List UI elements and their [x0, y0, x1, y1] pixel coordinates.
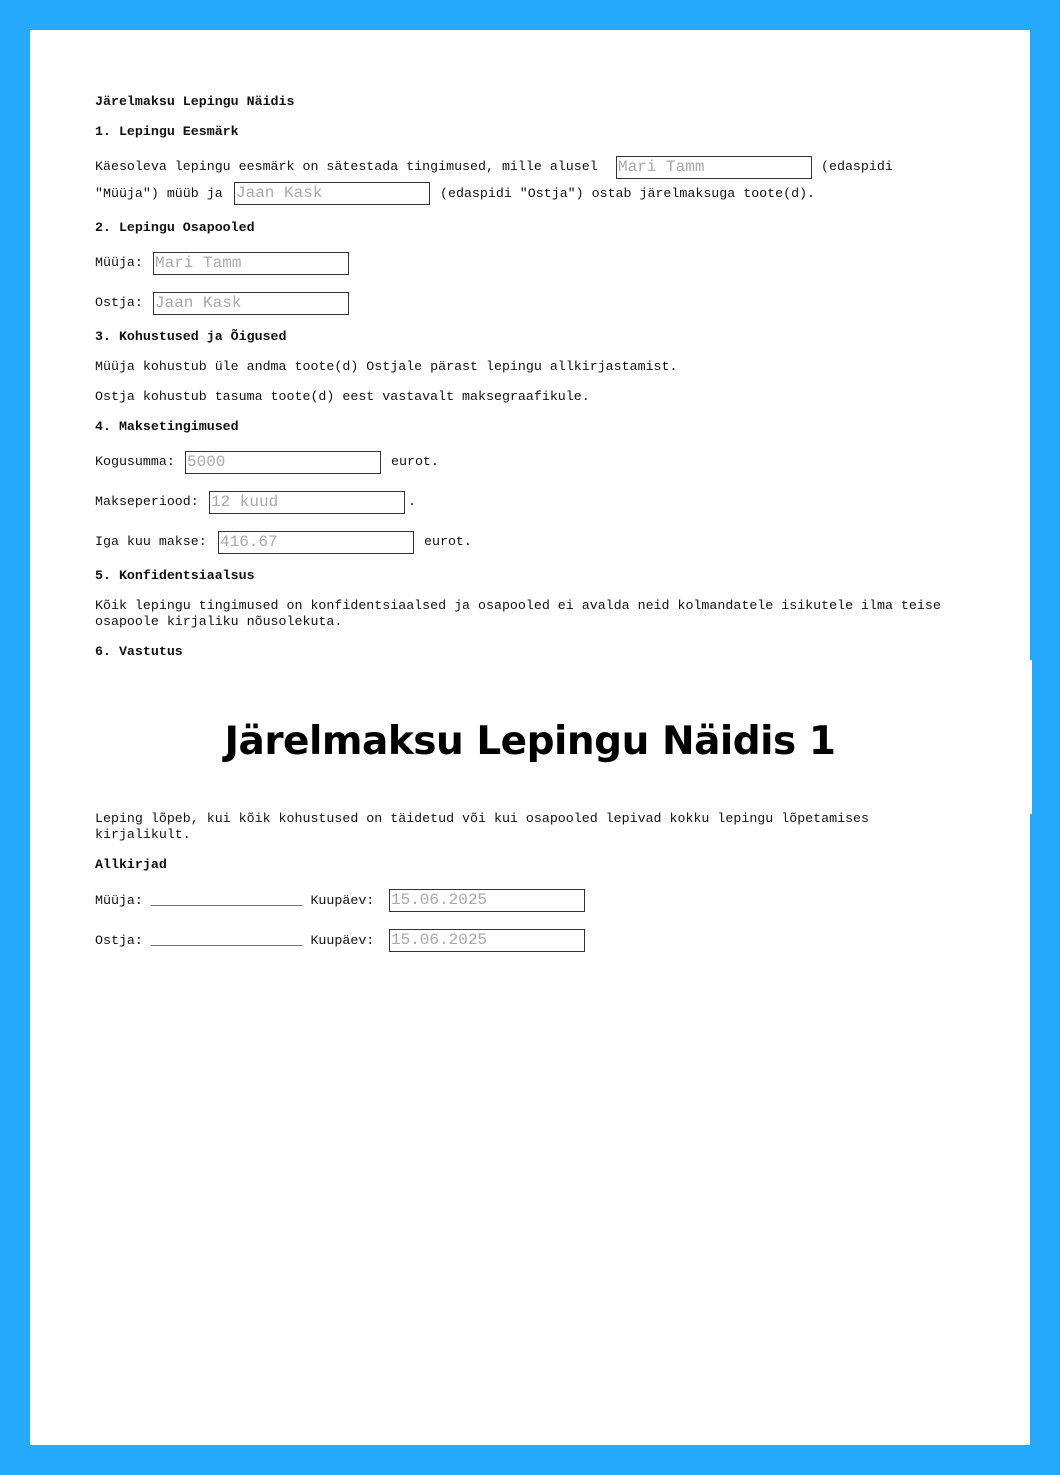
obligations-buyer-text: Ostja kohustub tasuma toote(d) eest vastavalt maksegraafikule.: [95, 389, 590, 404]
seller-date-field[interactable]: 15.06.2025: [389, 889, 585, 912]
section-1-heading: 1. Lepingu Eesmärk: [95, 124, 239, 139]
monthly-suffix: eurot.: [424, 534, 472, 549]
obligations-seller-text: Müüja kohustub üle andma toote(d) Ostjale pärast lepingu allkirjastamist.: [95, 359, 678, 374]
purpose-buyer-field[interactable]: Jaan Kask: [234, 182, 430, 205]
period-suffix: .: [408, 494, 416, 509]
purpose-seller-field[interactable]: Mari Tamm: [616, 156, 812, 179]
purpose-text-line2: "Müüja") müüb ja: [95, 186, 223, 201]
confidentiality-text-line2: osapoole kirjaliku nõusolekuta.: [95, 614, 343, 629]
total-suffix: eurot.: [391, 454, 439, 469]
parties-buyer-field[interactable]: Jaan Kask: [153, 292, 349, 315]
purpose-text-line1: Käesoleva lepingu eesmärk on sätestada tingimused, mille alusel: [95, 159, 598, 174]
termination-text-line1: Leping lõpeb, kui kõik kohustused on täidetud või kui osapooled lepivad kokku lepingu lõpetamises: [95, 811, 870, 826]
section-5-heading: 5. Konfidentsiaalsus: [95, 568, 255, 583]
monthly-label: Iga kuu makse:: [95, 534, 207, 549]
parties-buyer-label: Ostja:: [95, 295, 143, 310]
seller-signature-line: Müüja: ___________________ Kuupäev:: [95, 893, 375, 908]
section-2-heading: 2. Lepingu Osapooled: [95, 220, 255, 235]
parties-seller-field[interactable]: Mari Tamm: [153, 252, 349, 275]
section-4-heading: 4. Maksetingimused: [95, 419, 239, 434]
purpose-text-line1-end: (edaspidi: [821, 159, 893, 174]
parties-seller-label: Müüja:: [95, 255, 143, 270]
payment-period-field[interactable]: 12 kuud: [209, 491, 405, 514]
buyer-signature-line: Ostja: ___________________ Kuupäev:: [95, 933, 375, 948]
section-6-heading: 6. Vastutus: [95, 644, 183, 659]
signatures-heading: Allkirjad: [95, 857, 167, 872]
period-label: Makseperiood:: [95, 494, 199, 509]
total-label: Kogusumma:: [95, 454, 175, 469]
overlay-title: Järelmaksu Lepingu Näidis 1: [224, 719, 836, 764]
purpose-text-line2-end: (edaspidi "Ostja") ostab järelmaksuga toote(d).: [440, 186, 816, 201]
monthly-payment-field[interactable]: 416.67: [218, 531, 414, 554]
section-3-heading: 3. Kohustused ja Õigused: [95, 329, 287, 344]
termination-text-line2: kirjalikult.: [95, 827, 191, 842]
document-title: Järelmaksu Lepingu Näidis: [95, 94, 295, 109]
confidentiality-text-line1: Kõik lepingu tingimused on konfidentsiaalsed ja osapooled ei avalda neid kolmandatele isikutele ilma teise: [95, 598, 941, 613]
buyer-date-field[interactable]: 15.06.2025: [389, 929, 585, 952]
total-amount-field[interactable]: 5000: [185, 451, 381, 474]
